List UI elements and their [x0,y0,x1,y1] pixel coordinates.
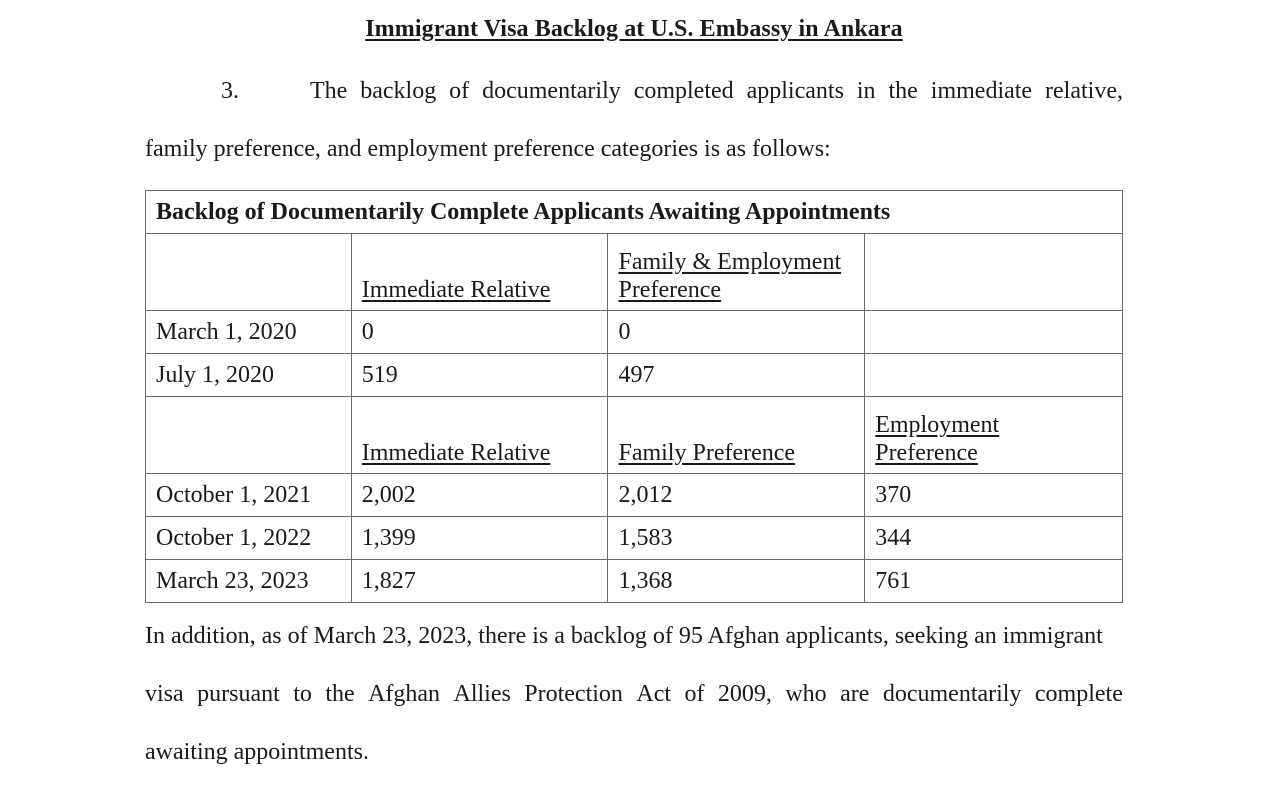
closing-line-2 [145,665,1123,723]
word: relative, [1045,78,1123,104]
table-row [146,474,1123,517]
closing-paragraph [145,607,1123,781]
row-employment: 761 [865,560,1123,603]
word: of [684,681,705,707]
word: documentarily [482,78,621,104]
row-family: 1,368 [608,560,865,603]
row-date: July 1, 2020 [146,354,352,397]
header-cell-empty [146,397,352,474]
row-date: March 1, 2020 [146,311,352,354]
header-immediate-relative: Immediate Relative [351,234,608,311]
row-date: October 1, 2021 [146,474,352,517]
row-immediate-relative: 1,399 [351,517,608,560]
table-row [146,560,1123,603]
word: applicants [746,78,844,104]
word: visa [145,681,184,707]
table-row [146,311,1123,354]
row-date: March 23, 2023 [146,560,352,603]
header-family-preference: Family Preference [608,397,865,474]
word: 2009, [717,681,772,707]
row-empty [865,354,1123,397]
word: Allies [453,681,511,707]
row-employment: 370 [865,474,1123,517]
word: of [449,78,470,104]
word: complete [1034,681,1123,707]
word: pursuant [197,681,280,707]
word: The [309,78,348,104]
row-empty [865,311,1123,354]
paragraph-3-line-1 [145,62,1123,120]
row-employment: 344 [865,517,1123,560]
word: Protection [524,681,623,707]
row-family: 1,583 [608,517,865,560]
word: to [293,681,312,707]
row-family-employment: 0 [608,311,865,354]
row-family-employment: 497 [608,354,865,397]
paragraph-number: 3. [221,78,239,104]
table-header-row [146,397,1123,474]
header-family-employment: Family & Employment Preference [608,234,865,311]
word: backlog [360,78,437,104]
word: documentarily [882,681,1022,707]
header-cell-empty [146,234,352,311]
word: immediate [930,78,1033,104]
table-row [146,354,1123,397]
header-cell-empty [865,234,1123,311]
word: the [325,681,355,707]
header-employment-preference: Employment Preference [865,397,1123,474]
backlog-table [145,190,1123,603]
row-immediate-relative: 2,002 [351,474,608,517]
table-header-row [146,234,1123,311]
row-date: October 1, 2022 [146,517,352,560]
row-immediate-relative: 0 [351,311,608,354]
row-immediate-relative: 1,827 [351,560,608,603]
paragraph-3 [145,62,1123,178]
word: in [856,78,876,104]
word: Act [636,681,672,707]
closing-line-3: awaiting appointments. [145,739,369,765]
paragraph-3-line-2: family preference, and employment preference categories is as follows: [145,136,831,162]
word: who [785,681,827,707]
word: the [888,78,918,104]
table-row [146,517,1123,560]
table-caption: Backlog of Documentarily Complete Applicants Awaiting Appointments [146,191,1123,234]
word: are [840,681,870,707]
word: completed [633,78,734,104]
header-immediate-relative: Immediate Relative [351,397,608,474]
closing-line-1: In addition, as of March 23, 2023, there is a backlog of 95 Afghan applicants, seeking an immigrant [145,623,1103,649]
row-family: 2,012 [608,474,865,517]
document-title: Immigrant Visa Backlog at U.S. Embassy in Ankara [365,16,903,42]
word: Afghan [368,681,441,707]
row-immediate-relative: 519 [351,354,608,397]
